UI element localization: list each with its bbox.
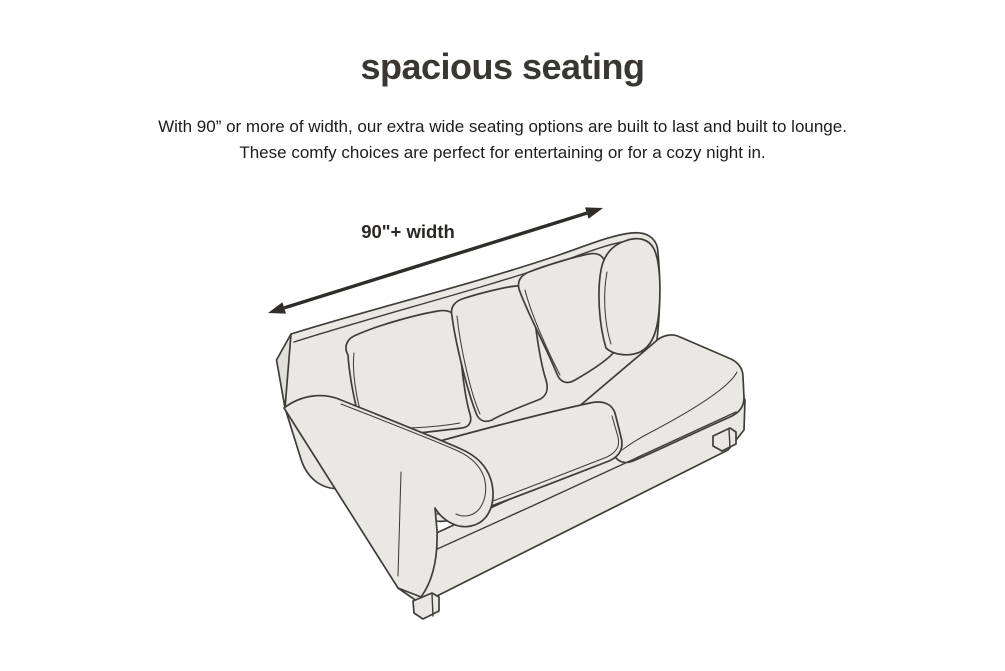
back-pillow-4 bbox=[599, 239, 660, 355]
description-line-1: With 90” or more of width, our extra wide seating options are built to last and built to lounge. bbox=[158, 117, 847, 136]
dimension-arrowhead-left bbox=[268, 302, 286, 313]
page-description bbox=[0, 114, 1005, 165]
header-copy bbox=[0, 46, 1005, 165]
sofa-drawing bbox=[277, 233, 746, 619]
dimension-arrowhead-right bbox=[585, 207, 603, 218]
sofa-foot-right-edge bbox=[729, 429, 730, 448]
description-line-2: These comfy choices are perfect for entertaining or for a cozy night in. bbox=[239, 142, 766, 162]
sofa-foot-left-edge bbox=[432, 594, 433, 616]
page-title: spacious seating bbox=[360, 46, 645, 87]
dimension-label: 90"+ width bbox=[361, 221, 455, 242]
